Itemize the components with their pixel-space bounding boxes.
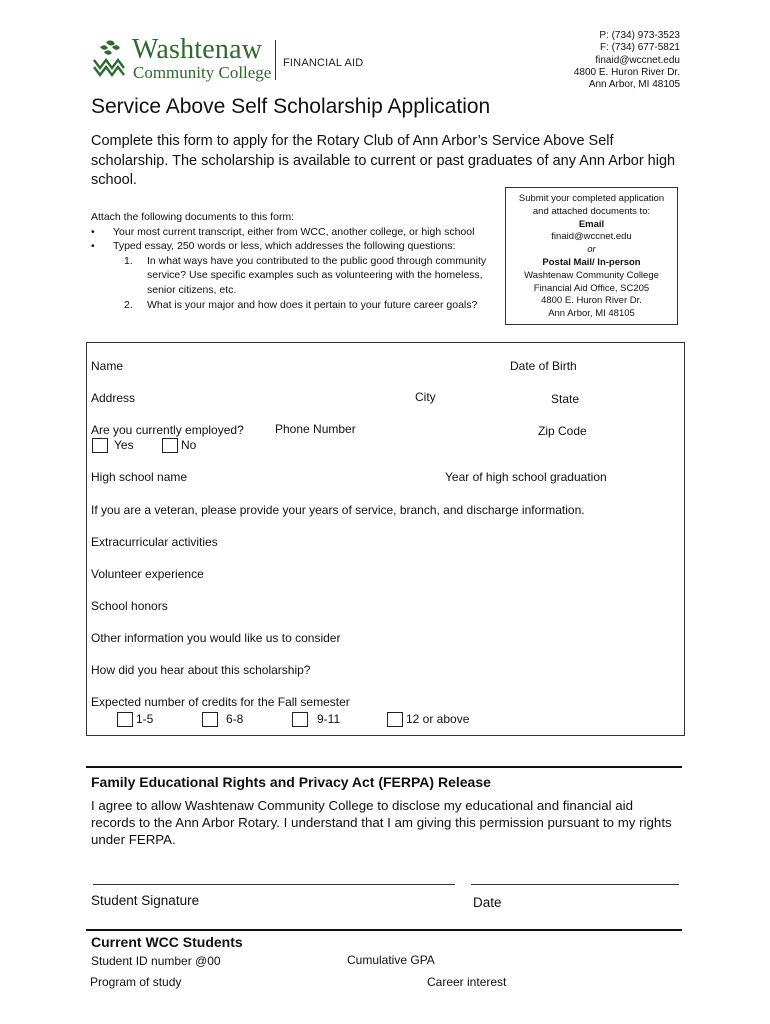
veteran-field[interactable]: If you are a veteran, please provide your years of service, branch, and discharge information. [91,503,585,517]
address-field[interactable]: Address [91,391,136,405]
city-field[interactable]: City [415,390,436,404]
zip-field[interactable]: Zip Code [538,424,587,438]
honors-field[interactable]: School honors [91,599,168,613]
submit-mail-line: Financial Aid Office, SC205 [533,282,650,294]
page-title: Service Above Self Scholarship Application [91,95,491,118]
date-label: Date [473,895,502,910]
essay-questions [113,254,501,312]
attach-list [91,225,501,313]
logo-department: FINANCIAL AID [283,57,364,69]
contact-email[interactable]: finaid@wccnet.edu [595,54,680,66]
employed-no-checkbox[interactable] [162,438,178,453]
signature-line[interactable] [93,884,455,885]
employed-no-label: No [181,438,197,452]
attach-item-essay [91,239,501,312]
question-text: What is your major and how does it pertain to your future career goals? [147,298,478,311]
wcc-top-rule [86,929,682,931]
phone-field[interactable]: Phone Number [275,422,356,436]
volunteer-field[interactable]: Volunteer experience [91,567,204,581]
essay-question [113,298,501,313]
ferpa-text: I agree to allow Washtenaw Community College to disclose my educational and financial aid records to the Ann Arbor Rotary. I understand that I am giving this permission pursuant to my rights under FERPA. [91,798,672,847]
attach-item-essay-text: Typed essay, 250 words or less, which addresses the following questions: [113,240,456,253]
name-field[interactable]: Name [91,359,124,373]
logo-name: Washtenaw [132,34,263,65]
credits-question: Expected number of credits for the Fall semester [91,695,350,709]
submit-mail-line: 4800 E. Huron River Dr. [541,295,642,307]
logo-divider [275,40,276,80]
career-field[interactable]: Career interest [427,975,507,989]
ferpa-top-rule [86,766,682,768]
credits-9-11-checkbox[interactable] [292,712,308,727]
grad-year-field[interactable]: Year of high school graduation [445,470,607,484]
employed-question: Are you currently employed? [91,423,244,437]
question-number: 1. [124,254,133,267]
attach-heading: Attach the following documents to this form: [91,211,295,223]
dob-field[interactable]: Date of Birth [510,359,577,373]
intro-paragraph: Complete this form to apply for the Rotary Club of Ann Arbor’s Service Above Self scholarship. The scholarship is available to current or past graduates of any Ann Arbor high school. [91,133,676,188]
credits-6-8-label: 6-8 [226,712,244,726]
wcc-logo-mark-icon [92,38,128,82]
gpa-field[interactable]: Cumulative GPA [347,953,435,967]
credits-9-11-label: 9-11 [317,712,341,726]
credits-1-5-label: 1-5 [136,712,154,726]
contact-street: 4800 E. Huron River Dr. [573,66,680,78]
contact-fax: F: (734) 677-5821 [599,42,680,54]
heard-about-field[interactable]: How did you hear about this scholarship? [91,663,311,677]
employed-yes-checkbox[interactable] [92,438,108,453]
submit-or: or [587,244,596,256]
contact-city: Ann Arbor, MI 48105 [588,79,680,91]
program-field[interactable]: Program of study [90,975,182,989]
state-field[interactable]: State [551,392,580,406]
credits-6-8-checkbox[interactable] [202,712,218,727]
essay-question [113,254,501,298]
submit-instructions-box [505,187,678,325]
student-id-field[interactable]: Student ID number @00 [91,954,221,968]
attach-section [91,210,501,312]
submit-email-heading: Email [578,218,605,230]
contact-block [574,30,680,91]
wcc-logo [92,36,372,86]
ferpa-title: Family Educational Rights and Privacy Act (FERPA) Release [91,774,491,790]
submit-mail-line: Ann Arbor, MI 48105 [548,308,635,320]
question-text: In what ways have you contributed to the public good through community service? Use specific examples such as volunteering with the homeless, senior citizens, etc. [147,254,487,296]
logo-college: Community College [133,63,272,82]
signature-label: Student Signature [91,893,200,908]
employed-yes-label: Yes [114,438,134,452]
date-line[interactable] [471,884,679,885]
high-school-field[interactable]: High school name [91,470,188,484]
submit-intro: Submit your completed application and attached documents to: [518,193,665,217]
question-number: 2. [124,298,133,311]
credits-12-plus-checkbox[interactable] [387,712,403,727]
attach-item-transcript: • Your most current transcript, either from WCC, another college, or high school [91,225,501,240]
credits-12-plus-label: 12 or above [406,712,470,726]
submit-email[interactable]: finaid@wccnet.edu [551,231,632,243]
extracurricular-field[interactable]: Extracurricular activities [91,535,218,549]
credits-1-5-checkbox[interactable] [117,712,133,727]
submit-mail-heading: Postal Mail/ In-person [542,256,641,268]
contact-phone: P: (734) 973-3523 [599,30,680,41]
submit-mail-line: Washtenaw Community College [524,269,659,281]
wcc-title: Current WCC Students [91,934,243,950]
other-info-field[interactable]: Other information you would like us to consider [91,631,341,645]
